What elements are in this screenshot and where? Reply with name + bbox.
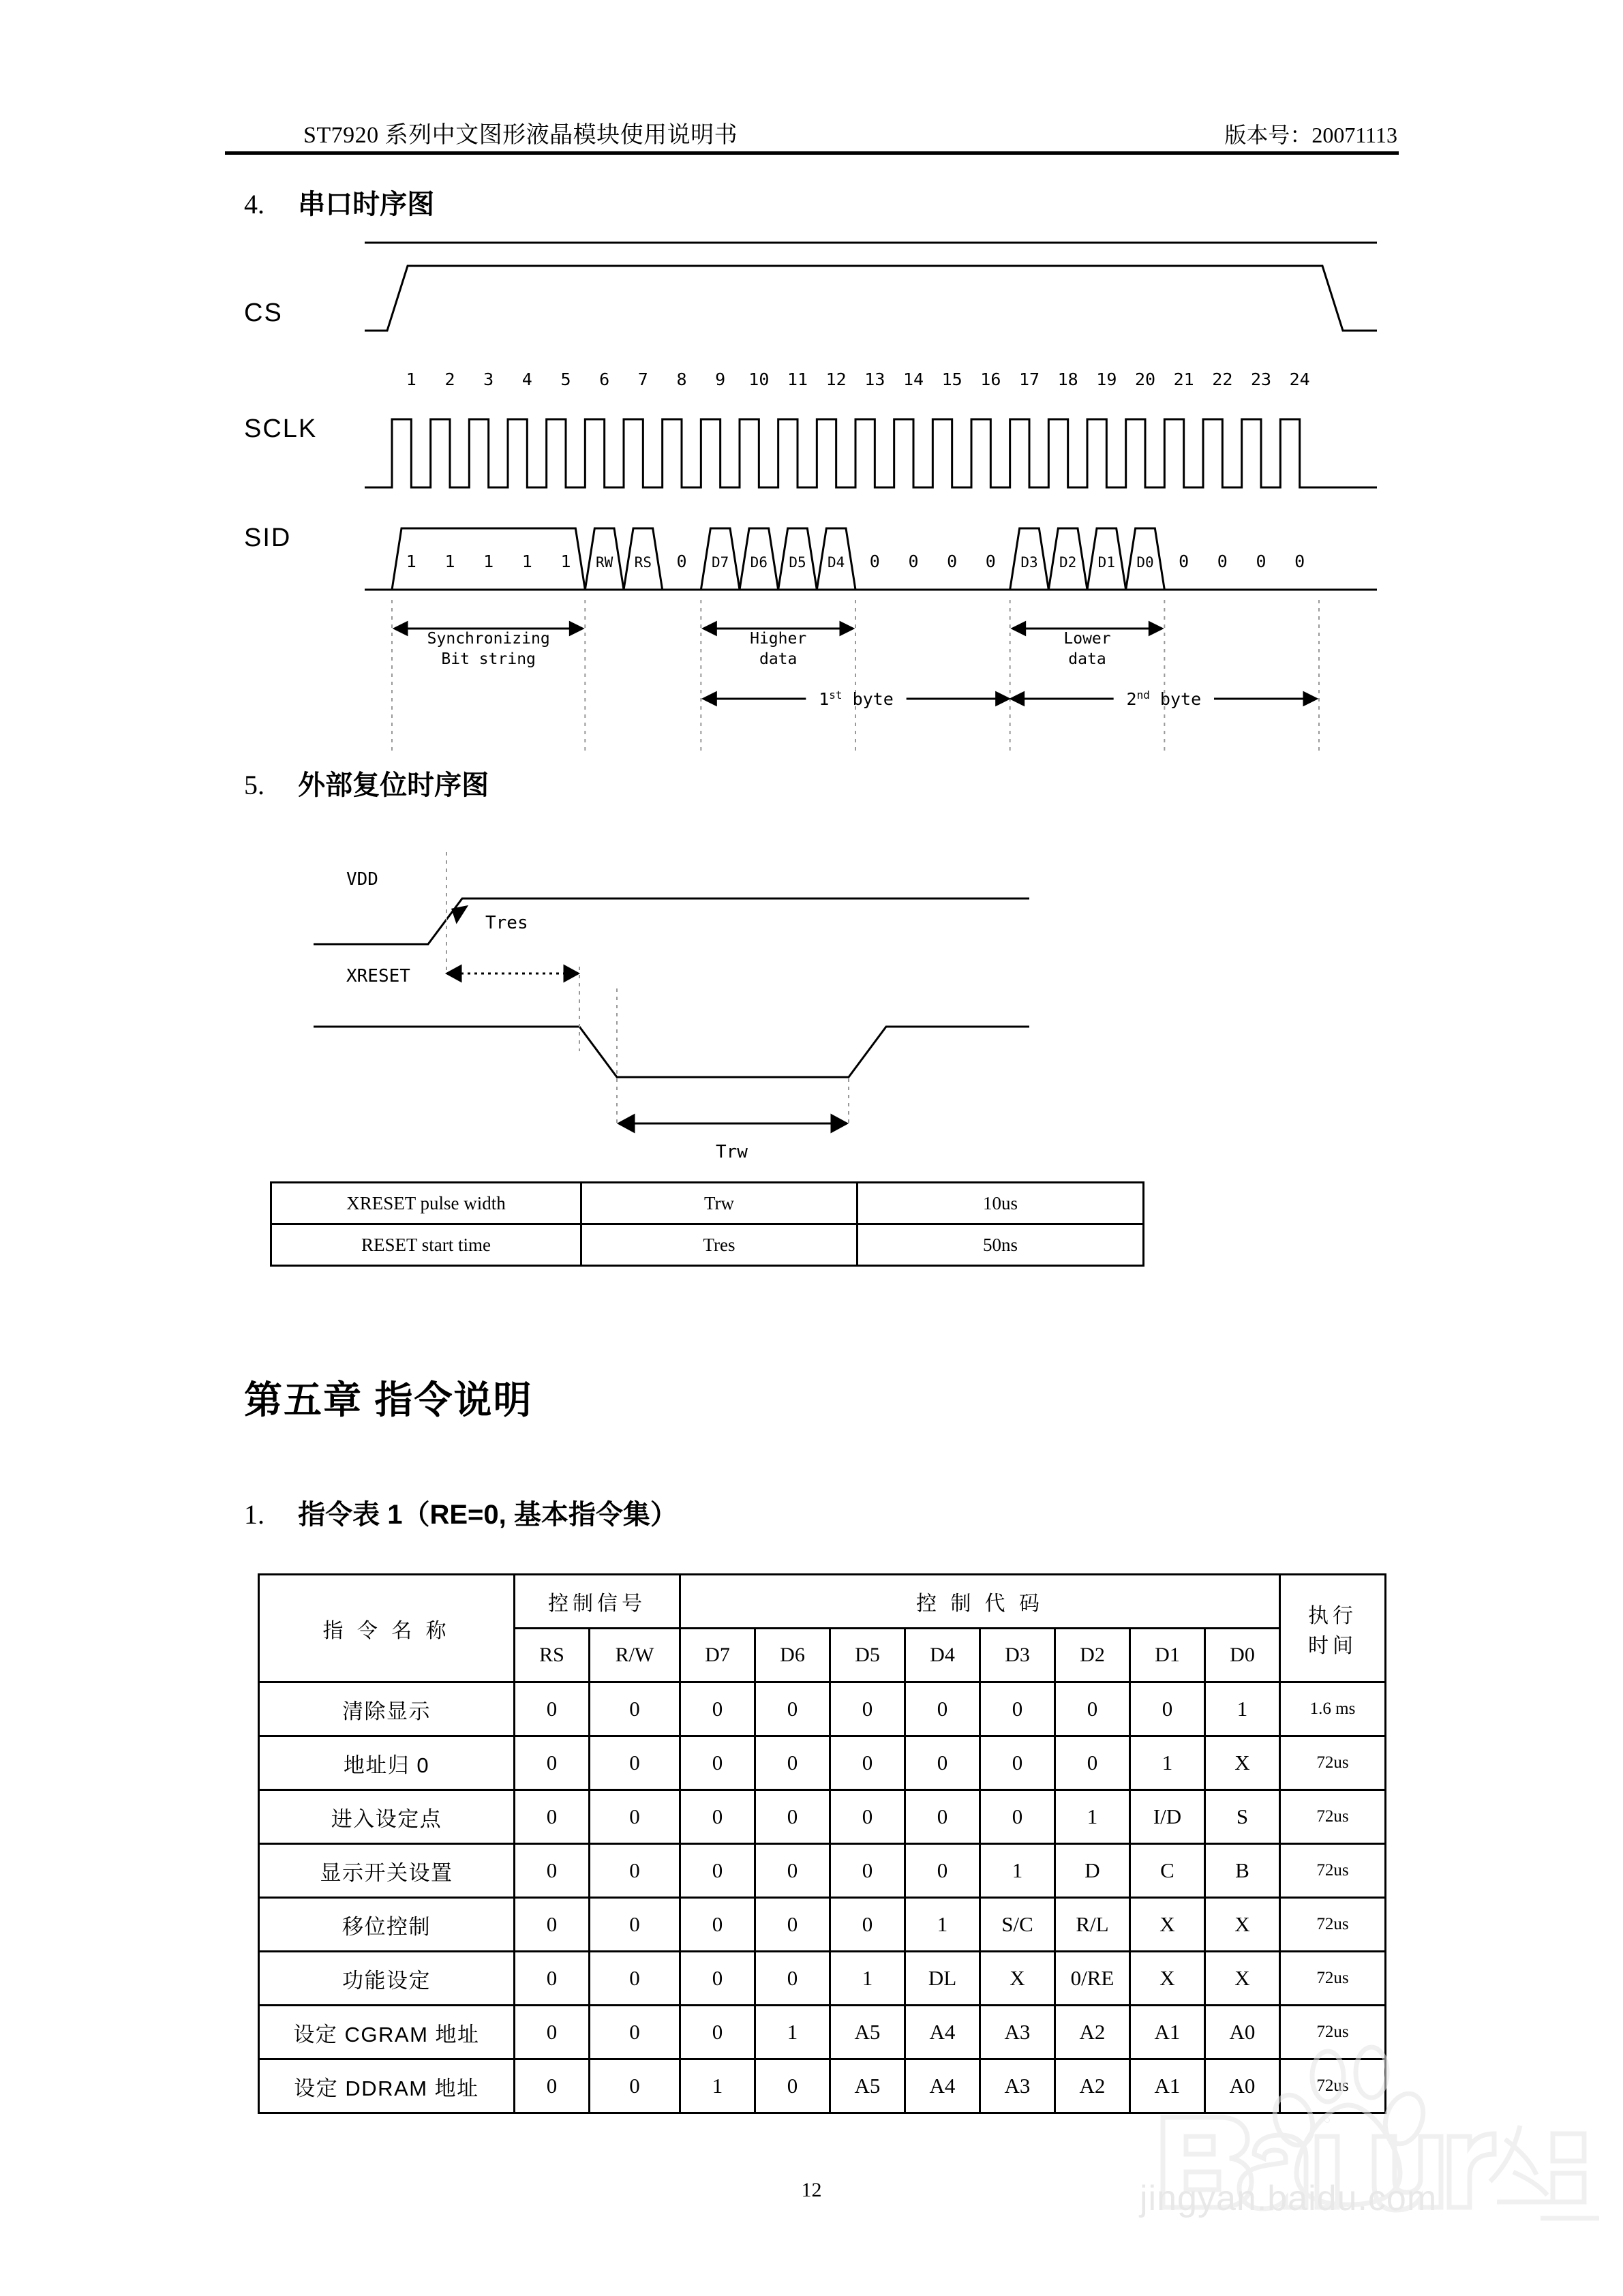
svg-text:21: 21 [1173,369,1194,389]
cell-command-name: 功能设定 [259,1952,515,2006]
col-subheader-d6: D6 [755,1629,830,1682]
cell-command-name: 地址归 0 [259,1736,515,1790]
cell-bit: A3 [980,2059,1055,2113]
svg-text:0: 0 [1294,552,1305,571]
svg-text:1: 1 [483,552,494,571]
svg-text:D3: D3 [1020,554,1038,571]
cell-bit: 0 [590,1736,680,1790]
svg-text:11: 11 [787,369,808,389]
cell-bit: 0 [590,2006,680,2059]
table-row [259,1736,1386,1790]
cell-bit: 0 [680,2006,755,2059]
cell-command-name: 移位控制 [259,1898,515,1952]
cell-bit: 0 [590,1844,680,1898]
svg-text:7: 7 [637,369,648,389]
col-subheader-d4: D4 [905,1629,980,1682]
cell-bit: 1 [905,1898,980,1952]
cell-bit: A5 [830,2006,905,2059]
table-group-header-row [259,1575,1386,1629]
reset-param-value: 10us [858,1183,1144,1224]
header-title: ST7920 系列中文图形液晶模块使用说明书 [303,123,738,148]
svg-text:XRESET: XRESET [346,966,410,986]
cell-bit: 0 [1055,1736,1130,1790]
cell-exec-time: 72us [1280,1952,1386,2006]
svg-text:RW: RW [596,554,613,571]
svg-text:3: 3 [483,369,494,389]
svg-text:14: 14 [902,369,924,389]
svg-text:15: 15 [941,369,962,389]
cell-bit: A0 [1205,2006,1280,2059]
section-heading-instruction-table [244,1493,678,1532]
table-row [259,2006,1386,2059]
table-row [271,1183,1144,1224]
cell-bit: 0 [680,1682,755,1736]
cell-command-name: 进入设定点 [259,1790,515,1844]
cell-bit: S/C [980,1898,1055,1952]
svg-text:2nd byte: 2nd byte [1126,688,1202,709]
section-number: 4. [244,189,264,220]
svg-text:D1: D1 [1097,554,1115,571]
svg-text:Tres: Tres [485,913,528,933]
signal-label-sclk: SCLK [244,414,318,443]
cell-exec-time: 72us [1280,1844,1386,1898]
svg-text:1: 1 [560,552,571,571]
exec-time-line1: 执行 [1308,1604,1357,1627]
table-row [259,1898,1386,1952]
cell-bit: A4 [905,2006,980,2059]
svg-text:0: 0 [985,552,996,571]
svg-text:16: 16 [980,369,1001,389]
cell-bit: 0 [830,1790,905,1844]
cell-bit: 0 [755,1952,830,2006]
instruction-table-body [259,1682,1386,2113]
cell-bit: 1 [1205,1682,1280,1736]
cell-bit: DL [905,1952,980,2006]
cell-bit: R/L [1055,1898,1130,1952]
section-title: 串口时序图 [298,190,435,220]
svg-text:5: 5 [560,369,571,389]
svg-text:10: 10 [748,369,770,389]
reset-param-symbol: Trw [581,1183,858,1224]
svg-text:0: 0 [947,552,958,571]
svg-text:0: 0 [676,552,687,571]
col-header-control-code: 控 制 代 码 [680,1575,1280,1629]
page-number: 12 [801,2179,822,2201]
svg-text:D0: D0 [1136,554,1154,571]
cell-bit: 0 [515,1682,590,1736]
table-row [259,1952,1386,2006]
cell-bit: 0 [515,1844,590,1898]
reset-waveforms [307,852,1193,1173]
svg-text:6: 6 [599,369,610,389]
section-title-itable: 指令表 1（RE=0, 基本指令集） [298,1500,678,1530]
svg-text:D6: D6 [750,554,768,571]
table-row [259,1682,1386,1736]
cell-bit: X [980,1952,1055,2006]
instruction-table [258,1573,1386,2114]
svg-text:24: 24 [1289,369,1310,389]
svg-text:22: 22 [1212,369,1233,389]
cell-bit: B [1205,1844,1280,1898]
watermark-url: jingyan.baidu.com [1140,2179,1438,2218]
table-row [271,1224,1144,1266]
cell-bit: 1 [1055,1790,1130,1844]
cell-bit: X [1205,1952,1280,2006]
reset-timing-diagram [307,852,1193,1162]
svg-text:1: 1 [521,552,532,571]
cell-bit: 0 [830,1844,905,1898]
cell-bit: 0 [980,1682,1055,1736]
cell-bit: 0 [830,1736,905,1790]
svg-text:data: data [759,650,798,668]
section-number-reset: 5. [244,770,264,800]
cell-exec-time: 72us [1280,2006,1386,2059]
cell-bit: 0 [830,1898,905,1952]
cell-bit: 0 [590,1682,680,1736]
cell-bit: 0 [680,1898,755,1952]
table-row [259,1790,1386,1844]
col-subheader-d0: D0 [1205,1629,1280,1682]
cell-bit: 0 [515,1736,590,1790]
reset-param-name: RESET start time [271,1224,581,1266]
exec-time-line2: 时间 [1308,1634,1357,1657]
cell-bit: 0 [905,1844,980,1898]
svg-text:13: 13 [864,369,885,389]
cell-bit: A1 [1130,2059,1205,2113]
cell-bit: 0 [590,1790,680,1844]
cell-bit: A3 [980,2006,1055,2059]
cell-exec-time: 72us [1280,1790,1386,1844]
col-header-exec-time [1280,1575,1386,1682]
reset-param-name: XRESET pulse width [271,1183,581,1224]
col-subheader-rw: R/W [590,1629,680,1682]
cell-bit: 1 [830,1952,905,2006]
reset-param-value: 50ns [858,1224,1144,1266]
cell-bit: C [1130,1844,1205,1898]
section-title-reset: 外部复位时序图 [298,770,489,800]
cell-bit: A0 [1205,2059,1280,2113]
svg-text:Bit string: Bit string [441,650,536,668]
svg-text:17: 17 [1018,369,1040,389]
cell-bit: 0 [515,2059,590,2113]
svg-text:VDD: VDD [346,869,378,890]
svg-text:0: 0 [1217,552,1228,571]
svg-text:D4: D4 [828,554,845,571]
cell-exec-time: 72us [1280,1736,1386,1790]
cell-bit: A5 [830,2059,905,2113]
cell-bit: 0 [680,1736,755,1790]
svg-text:20: 20 [1134,369,1156,389]
svg-text:9: 9 [715,369,726,389]
cell-bit: 0 [590,1952,680,2006]
svg-text:18: 18 [1057,369,1078,389]
cell-bit: S [1205,1790,1280,1844]
section-number-itable: 1. [244,1499,264,1530]
svg-text:1: 1 [406,369,416,389]
cell-bit: 0 [755,1682,830,1736]
svg-text:0: 0 [1179,552,1189,571]
chapter-heading: 第五章 指令说明 [244,1378,533,1421]
cell-exec-time: 1.6 ms [1280,1682,1386,1736]
cell-bit: 0 [905,1736,980,1790]
svg-text:1: 1 [444,552,455,571]
cell-bit: X [1130,1898,1205,1952]
cell-bit: I/D [1130,1790,1205,1844]
svg-text:Higher: Higher [750,630,807,648]
cell-bit: 0 [590,1898,680,1952]
svg-text:0: 0 [1256,552,1266,571]
cell-command-name: 清除显示 [259,1682,515,1736]
cell-bit: 0 [905,1682,980,1736]
cell-bit: 1 [680,2059,755,2113]
timing-waveforms [225,245,1404,723]
svg-text:1st byte: 1st byte [819,688,894,709]
signal-label-cs: CS [244,299,283,327]
col-subheader-d2: D2 [1055,1629,1130,1682]
serial-timing-diagram [225,245,1404,723]
cell-bit: 0 [755,1898,830,1952]
svg-text:D2: D2 [1059,554,1077,571]
cell-bit: 0 [755,1790,830,1844]
cell-bit: A2 [1055,2059,1130,2113]
table-row [259,2059,1386,2113]
section-heading-serial-timing [244,183,434,222]
cell-bit: 0 [515,1790,590,1844]
cell-bit: 0 [680,1952,755,2006]
col-header-command-name: 指 令 名 称 [259,1575,515,1682]
col-subheader-d7: D7 [680,1629,755,1682]
cell-bit: 0 [1055,1682,1130,1736]
reset-param-symbol: Tres [581,1224,858,1266]
svg-text:Trw: Trw [716,1142,748,1162]
cell-bit: X [1130,1952,1205,2006]
svg-text:4: 4 [521,369,532,389]
svg-text:1: 1 [406,552,416,571]
cell-bit: X [1205,1898,1280,1952]
cell-command-name: 设定 CGRAM 地址 [259,2006,515,2059]
cell-bit: A2 [1055,2006,1130,2059]
cell-bit: 0 [680,1790,755,1844]
col-subheader-d1: D1 [1130,1629,1205,1682]
svg-text:19: 19 [1096,369,1117,389]
section-heading-reset-timing [244,764,489,802]
instruction-table-head [259,1575,1386,1682]
cell-bit: 0 [680,1844,755,1898]
svg-text:2: 2 [444,369,455,389]
svg-text:D7: D7 [712,554,729,571]
svg-text:Lower: Lower [1063,630,1111,648]
svg-text:data: data [1068,650,1106,668]
cell-bit: 1 [980,1844,1055,1898]
col-subheader-d3: D3 [980,1629,1055,1682]
cell-bit: 0 [755,2059,830,2113]
page-header [225,116,1397,149]
cell-bit: 0 [830,1682,905,1736]
cell-command-name: 显示开关设置 [259,1844,515,1898]
header-version: 版本号：20071113 [1224,123,1397,147]
svg-text:RS: RS [634,554,652,571]
svg-text:23: 23 [1250,369,1272,389]
svg-text:0: 0 [908,552,919,571]
cell-bit: 0 [590,2059,680,2113]
cell-bit: D [1055,1844,1130,1898]
cell-bit: 0 [1130,1682,1205,1736]
cell-bit: 0 [980,1736,1055,1790]
cell-bit: 0/RE [1055,1952,1130,2006]
svg-text:8: 8 [676,369,687,389]
cell-bit: 0 [755,1844,830,1898]
cell-bit: 0 [905,1790,980,1844]
col-subheader-d5: D5 [830,1629,905,1682]
reset-parameter-table [270,1181,1144,1267]
header-rule [225,151,1399,155]
cell-bit: 0 [755,1736,830,1790]
cell-exec-time: 72us [1280,1898,1386,1952]
svg-text:D5: D5 [789,554,806,571]
svg-text:0: 0 [869,552,880,571]
cell-bit: 0 [515,2006,590,2059]
cell-bit: 1 [1130,1736,1205,1790]
cell-bit: X [1205,1736,1280,1790]
cell-bit: 0 [515,1898,590,1952]
cell-bit: 0 [980,1790,1055,1844]
cell-bit: A1 [1130,2006,1205,2059]
col-header-control-signal: 控制信号 [515,1575,680,1629]
cell-exec-time: 72us [1280,2059,1386,2113]
cell-bit: 1 [755,2006,830,2059]
svg-text:12: 12 [825,369,847,389]
col-subheader-rs: RS [515,1629,590,1682]
table-row [259,1844,1386,1898]
svg-text:Synchronizing: Synchronizing [427,630,550,648]
signal-label-sid: SID [244,524,292,552]
cell-bit: 0 [515,1952,590,2006]
cell-command-name: 设定 DDRAM 地址 [259,2059,515,2113]
cell-bit: A4 [905,2059,980,2113]
